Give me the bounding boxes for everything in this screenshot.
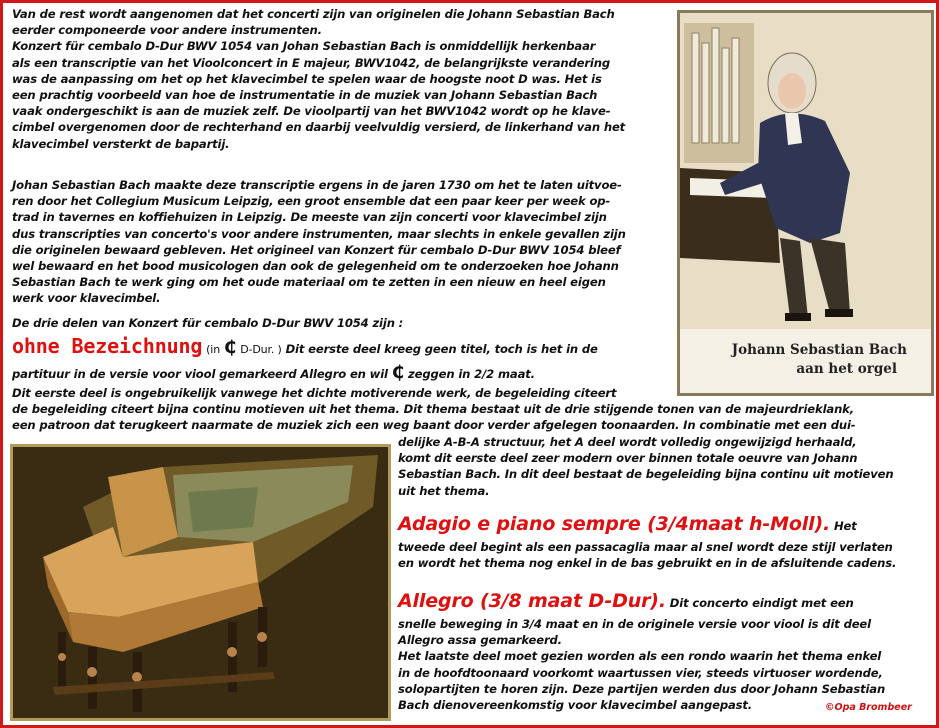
part1-body: Dit eerste deel is ongebruikelijk vanwege het dichte motiverende werk, de begeleiding citeert de begeleiding citeert bijna continu motieven uit het thema. Dit thema bestaat uit de drie stijgende tonen van de majeurdrieklank, een patroon dat terugkeert naarmate de muziek zich een weg baant door verder afgelegen toonaarden. In combinatie met een dui- xyxy=(12,386,856,433)
intro-paragraph: Van de rest wordt aangenomen dat het concerti zijn van originelen die Johann Sebastian Bach eerder componeerde voor andere instrumenten. Konzert für cembalo D-Dur BWV 1054 van Johan Sebastian Bach is onmiddellijk herkenbaar als een transcriptie van het Vioolconcert in E majeur, BWV1042, de belangrijkste verandering was de aanpassing om het op het klavecimbel te spelen waar de hoogste noot D was. Het is een prachtig voorbeeld van hoe de instrumentatie in de muziek van Johann Sebastian Bach vaak ondergeschikt is aan de muziek zelf. De vioolpartij van het BWV1042 wordt op he klave- cimbel overgenomen door de rechterhand en daarbij veelvuldig versierd, de linkerhand van het klavecimbel versterkt de bapartij. xyxy=(12,7,626,151)
portrait-caption-line2: aan het orgel xyxy=(796,361,897,377)
signature: ©Opa Brombeer xyxy=(825,702,912,713)
cut-time-symbol: ₵ xyxy=(223,337,237,358)
history-paragraph: Johan Sebastian Bach maakte deze transcriptie ergens in de jaren 1730 om het te laten uitvoe- ren door het Collegium Musicum Leipzig, een groot ensemble dat een paar keer per week op- trad in tavernes en koffiehuizen in Leipzig. De meeste van zijn concerti voor klavecimbel zijn dus transcripties van concerto's voor andere instrumenten, maar slechts in enkele gevallen zijn die originelen bewaard gebleven. Het origineel van Konzert für cembalo D-Dur BWV 1054 bleef wel bewaard en het bood musicologen dan ook de gelegenheid om te onderzoeken hoe Johann Sebastian Bach te werk ging om het oude materiaal om te zetten in een nieuw en heel eigen werk voor klavecimbel. xyxy=(12,178,626,306)
part2-text-first: Het xyxy=(833,519,857,533)
bach-at-organ-image xyxy=(680,13,931,329)
harpsichord-illustration xyxy=(13,447,388,718)
part3-text: snelle beweging in 3/4 maat en in de originele versie voor viool is dit deel Allegro assa gemarkeerd. Het laatste deel moet gezien worden als een rondo waarin het thema enkel in de hoofdtoonaard voorkomt waartussen vier, steeds virtuoser wordende, solopartijten te horen zijn. Deze partijen werden dus door Johann Sebastian Bach dienovereenkomstig voor klavecimbel aangepast. xyxy=(398,617,886,713)
part1-body-right: delijke A-B-A structuur, het A deel wordt volledig ongewijzigd herhaald, komt dit eerste deel zeer modern over binnen totale oeuvre van Johann Sebastian Bach. In dit deel bestaat de begeleiding bijna continu uit motieven uit het thema. xyxy=(398,435,894,498)
part1-heading: ohne Bezeichnung xyxy=(12,334,203,358)
part1-key-open: (in xyxy=(206,343,221,356)
part3-heading: Allegro (3/8 maat D-Dur). xyxy=(398,590,666,612)
harpsichord-image xyxy=(10,444,391,721)
cut-time-symbol-2: ₵ xyxy=(391,362,405,383)
part1-text-first: Dit eerste deel kreeg geen titel, toch is het in de xyxy=(285,342,598,356)
part1-heading-line xyxy=(12,334,598,362)
bach-portrait xyxy=(677,10,934,396)
part2-heading: Adagio e piano sempre (3/4maat h-Moll). xyxy=(398,513,831,535)
part1-line2 xyxy=(12,362,535,385)
part1-line2-a: partituur in de versie voor viool gemarkeerd Allegro en wil xyxy=(12,367,388,381)
part1-key: D-Dur. ) xyxy=(240,343,282,356)
part1-line2-b: zeggen in 2/2 maat. xyxy=(408,367,535,381)
portrait-caption xyxy=(680,329,931,393)
part2-heading-line xyxy=(398,512,857,538)
part3-heading-line xyxy=(398,589,854,615)
part2-text: tweede deel begint als een passacaglia maar al snel wordt deze stijl verlaten en wordt het thema nog enkel in de bas gebruikt en in de afsluitende cadens. xyxy=(398,540,897,571)
portrait-caption-line1: Johann Sebastian Bach xyxy=(731,342,907,358)
parts-intro: De drie delen van Konzert für cembalo D-Dur BWV 1054 zijn : xyxy=(12,316,404,330)
part3-text-first: Dit concerto eindigt met een xyxy=(669,596,854,610)
